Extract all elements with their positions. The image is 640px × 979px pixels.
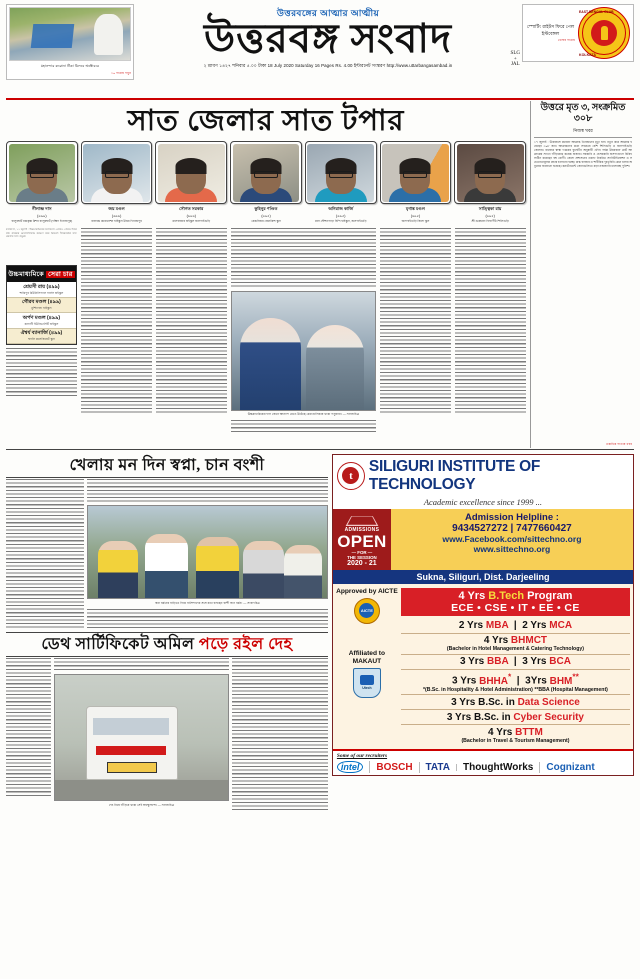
affiliated-to-label: Affiliated to MAKAUT [348, 649, 386, 665]
body-text-block [6, 479, 84, 629]
course-row [401, 655, 630, 670]
sports-headline: খেলায় মন দিন স্বপ্না, চান বংশী [69, 456, 265, 474]
aicte-logo-text: AICTE [359, 603, 374, 618]
topper-marks: (৬৯৫) [485, 214, 495, 219]
ambulance-photo-caption: দেহ নিয়ে দাঁড়িয়ে থাকা সেই অ্যাম্বুল্যান্স। — সংবাদচিত্র [108, 803, 175, 808]
facebook-link[interactable]: www.Facebook.com/sittechno.org [442, 533, 582, 544]
edition-line-2: + [513, 56, 517, 62]
ad-helpline-band [333, 509, 633, 570]
course-main: 3 Yrs BHHA* | 3Yrs BHM** [452, 671, 579, 687]
right-column [530, 101, 632, 448]
helpline-label: Admission Helpline : [464, 511, 559, 523]
course-main: 4 Yrs BHMCT [483, 635, 548, 647]
best-four-name: অর্পণ মণ্ডল (৪৯৯) [22, 314, 61, 321]
topper-marks: (৬৯৫) [410, 214, 421, 219]
course-row [401, 670, 630, 695]
lead-photo-caption: উচ্চমাধ্যমিকের ফল জেনে আনন্দে মেতে উঠেছে মেধাতালিকায় থাকা পড়ুয়ারা। — সংবাদচিত্র [247, 412, 360, 417]
ad-header [333, 455, 633, 497]
topper-school: মাল স্টেশনপাড়া হিন্দি হাইস্কুল, জলপাইগুড়ি [314, 219, 367, 224]
sit-logo-icon [337, 462, 365, 490]
makaut-logo-icon [353, 668, 381, 698]
sports-photo-caption: স্বপ্না বর্মনের বাড়িতে গিয়ে বাসিন্দাদের সঙ্গে কথা বলছেন বংশী বদন বর্মন। — সংবাদচিত্র [155, 600, 260, 605]
graduation-cap-icon [349, 514, 375, 526]
masthead-center [138, 4, 518, 70]
topper-marks: (৬৯৯) [37, 214, 47, 219]
body-text-block [54, 658, 229, 672]
topper-name: সৌগত সরকার [179, 206, 204, 212]
edition-line-3: JAL [510, 62, 520, 68]
topper-card[interactable] [305, 141, 377, 224]
right-teaser-text: স্পোর্টিং রাইটস ফিরে পেল ইস্টবেঙ্গল [526, 23, 575, 36]
topper-photo [382, 144, 449, 202]
body-text-block [6, 658, 51, 798]
masthead-tagline: উত্তরবঙ্গের আত্মার আত্মীয় [276, 8, 380, 18]
topper-photo [9, 144, 76, 202]
btech-name: B.Tech [488, 589, 525, 602]
body-text-block [87, 479, 328, 503]
session-label: THE SESSION [347, 554, 377, 560]
ad-institute-name: SILIGURI INSTITUTE OF TECHNOLOGY [368, 457, 540, 493]
best-four-name: শ্রেয়সী রায় (৪৯৯) [23, 283, 60, 290]
death-headline-red: পড়ে রইল দেহ [198, 635, 293, 653]
right-teaser-page-ref: খেলার পাতায় [557, 37, 575, 42]
lead-photo [231, 291, 377, 411]
teaser-caption: মহানন্দার করোনা টিকা মিলবে অক্টোবরে [40, 64, 100, 68]
topper-card[interactable] [6, 141, 78, 224]
btech-branches: ECE • CSE • IT • EE • CE [451, 601, 580, 614]
body-text-block [380, 228, 451, 414]
course-sub: (Bachelor in Hotel Management & Catering Technology) [446, 646, 584, 653]
covid-end-note: একাধিক পাতায় খবর [605, 441, 632, 446]
death-headline-black: ডেথ সার্টিফিকেট অমিল [41, 635, 195, 653]
course-row [401, 695, 630, 710]
sit-logo-letter: t [342, 467, 359, 484]
best-four-school: শান্তিপুর মিউনিসিপ্যাল গার্লস হাইস্কুল [19, 290, 64, 295]
article-column-with-photo [231, 228, 377, 434]
lead-dateline-text: কলকাতা, ১৭ জুলাই : উচ্চমাধ্যমিকের ফলাফলে এবারও এগিয়ে উত্তরবঙ্গ। রাজ্যের মেধাতালিকায় জায়গা করে নিয়েছে উত্তরবঙ্গের সাত জেলার সাত পড়ুয়া। [6, 228, 77, 239]
eb-logo-top-text: EAST BENGAL CLUB [579, 9, 614, 14]
makaut-logo-text: Utech [362, 686, 372, 691]
ambulance-photo [54, 674, 229, 801]
course-main: 2 Yrs MBA | 2 Yrs MCA [458, 620, 573, 632]
article-column [156, 228, 227, 434]
body-text-block [231, 228, 377, 288]
masthead-left-teaser[interactable] [6, 4, 134, 80]
article-column [455, 228, 526, 434]
website-link[interactable]: www.sittechno.org [473, 543, 551, 554]
masthead-right-teaser[interactable] [522, 4, 634, 62]
section-divider [6, 449, 634, 450]
teaser-page-ref: ১০ পাতায় পড়ুন [111, 71, 131, 75]
page-body [6, 101, 634, 448]
tata-logo-icon: TATA [426, 764, 457, 771]
covid-headline: উত্তরে মৃত ৩, সংক্রমিত ৩০৮ [540, 103, 626, 125]
best-four-title-part2: সেরা চার [48, 271, 73, 279]
topper-marks: (৬৯৬) [111, 214, 122, 219]
topper-card[interactable] [81, 141, 153, 224]
btech-program-word: Program [524, 589, 573, 602]
topper-name: অনিরাজ কার্জি [328, 206, 354, 212]
course-row [401, 710, 630, 725]
best-four-name: ঐশ্বর্য ব্যানার্জি (৪৯৯) [20, 330, 63, 337]
admissions-open-badge [333, 509, 391, 570]
toppers-row [6, 141, 526, 224]
best-four-item [7, 282, 76, 298]
topper-photo [158, 144, 225, 202]
body-text-block [87, 609, 328, 629]
open-label: OPEN [337, 531, 387, 551]
best-four-title [7, 266, 76, 282]
topper-card[interactable] [230, 141, 302, 224]
topper-name: মৃগাঙ্ক মণ্ডল [405, 206, 425, 212]
admissions-label: ADMISSIONS [344, 526, 380, 533]
thoughtworks-logo-icon: ThoughtWorks [463, 762, 540, 773]
advertisement[interactable] [332, 454, 634, 810]
course-row [401, 634, 630, 655]
course-list [401, 588, 630, 745]
topper-marks: (৬৯৫) [336, 214, 346, 219]
best-four-name: গৌরব মণ্ডল (৪৯৯) [22, 299, 61, 306]
body-text-block [455, 228, 526, 414]
masthead-divider [6, 98, 634, 100]
ad-address: Sukna, Siliguri, Dist. Darjeeling [333, 570, 633, 584]
topper-name: নীলাব্জ দাস [32, 206, 52, 212]
best-four-title-part1: উচ্চমাধ্যমিকে [8, 271, 44, 279]
topper-card[interactable] [380, 141, 452, 224]
best-four-item [7, 329, 76, 345]
topper-school: শ্রী গুরুচরণ বিদ্যাপীঠ শিলিগুড়ি [471, 219, 509, 224]
topper-school: বালুরঘাট রামকৃষ্ণ মিশন বালুরঘাট (দক্ষিণ দিনাজপুর) [11, 219, 73, 224]
ad-recruiters [333, 749, 633, 775]
newspaper-title: উত্তরবঙ্গ সংবাদ [203, 16, 453, 61]
ad-accreditations [336, 588, 398, 745]
article-column [81, 228, 152, 434]
lower-left-column [6, 454, 328, 810]
masthead [6, 4, 634, 96]
best-four-school: কল্যাণী ইউনিভার্সিটি হাইস্কুল [24, 321, 59, 326]
ad-course-section [333, 584, 633, 749]
btech-duration: 4 Yrs [458, 589, 489, 602]
topper-name: সাত্ত্বিকা রায় [478, 206, 502, 212]
body-text-block [6, 348, 77, 396]
east-bengal-club-logo-icon [578, 7, 630, 59]
course-main: 3 Yrs B.Sc. in Cyber Security [446, 711, 584, 723]
death-certificate-headline [6, 635, 328, 654]
approved-by-label: Approved by AICTE [336, 587, 398, 595]
course-row [401, 725, 630, 745]
topper-card[interactable] [155, 141, 227, 224]
recruiters-label: Some of our recruiters [336, 753, 388, 760]
teaser-photo [9, 7, 131, 61]
topper-photo [307, 144, 374, 202]
topper-photo [83, 144, 150, 202]
topper-marks: (৬৯৫) [261, 214, 271, 219]
eb-logo-bottom-text: KOLKATA [579, 52, 597, 57]
btech-title [401, 590, 630, 602]
best-four-item [7, 313, 76, 329]
session-years: 2020 - 21 [347, 559, 377, 567]
btech-banner [401, 588, 630, 616]
body-text-block [231, 420, 377, 434]
article-column [6, 228, 77, 434]
for-label: — FOR — [351, 549, 373, 555]
best-four-school: মুর্শিদাবাদ হাইস্কুল [31, 306, 52, 311]
bosch-logo-icon: BOSCH [376, 762, 419, 773]
aicte-logo-icon [354, 598, 380, 624]
masthead-dateline: ২ শ্রাবণ ১৪২৭ শনিবার ৫.০০ টাকা 18 July 2020 Saturday 16 Pages Rs. 4.00 ইন্টারনেট সংস্করণ http://www.uttarbangasambad.in [203, 62, 453, 68]
topper-marks: (৬৯৬) [186, 214, 196, 219]
intel-logo-text: intel [337, 761, 364, 773]
body-text-block [156, 228, 227, 414]
best-four-item [7, 298, 76, 314]
topper-name: জয় মণ্ডল [108, 206, 125, 212]
edition-line-1: SLG [510, 51, 520, 57]
best-four-school: হুগলি কলেজিয়েট স্কুল [28, 337, 55, 342]
topper-school: কোচবিহার জেনকিন্স স্কুল [251, 219, 281, 224]
topper-name: কুহিনুর পণ্ডিত [254, 206, 278, 212]
helpline-box [391, 509, 633, 570]
intel-logo-icon [337, 761, 371, 773]
body-text-block [81, 228, 152, 414]
topper-school: জলপাইগুড়ি জিলা স্কুল [401, 219, 430, 224]
helpline-phones[interactable]: 9434527272 | 7477660427 [452, 522, 572, 534]
article-column [380, 228, 451, 434]
course-row [401, 619, 630, 634]
body-text-block [232, 658, 328, 810]
covid-byline: নিজস্ব খবর [534, 128, 632, 138]
topper-photo [233, 144, 300, 202]
lead-headline: সাত জেলার সাত টপার [127, 105, 405, 137]
covid-body-text: ১৭ জুলাই : উত্তরবঙ্গে করোনা আক্রান্ত তিনজনের মৃত্যু হল। নতুন করে আক্রান্ত হয়েছেন ৩০৮ জন। আক্রান্তদের মধ্যে সবচেয়ে বেশি শিলিগুড়ি ও জলপাইগুড়ি জেলায়। রাজ্যের স্বাস্থ্য দপ্তরের বুলেটিন অনুযায়ী এদিন পর্যন্ত উত্তরবঙ্গে মোট আক্রান্তের সংখ্যা দাঁড়িয়েছে কয়েক হাজার। সরকারি ও বেসরকারি হাসপাতালে চিকিৎসাধীন রয়েছেন বহু রোগী। জেলা প্রশাসনের তরফে নিয়মিত স্যানিটাইজেশন ও সচেতনতামূলক প্রচার চালানো হচ্ছে। মাস্ক ব্যবহার ও শারীরিক দূরত্ববিধি মেনে চলার অনুরোধ জানানো হয়েছে। কনটেনমেন্ট জোনগুলিতে কড়া নজরদারি চালাচ্ছে পুলিশ। [534, 139, 632, 168]
course-sub: *(B.Sc. in Hospitality & Hotel Administration) **BBA (Hospital Management) [422, 686, 608, 693]
topper-school: মালবাজার হাইস্কুল জলপাইগুড়ি [172, 219, 211, 224]
course-main: 4 Yrs BTTM [488, 726, 543, 738]
course-main: 3 Yrs B.Sc. in Data Science [451, 696, 580, 708]
lead-article-columns [6, 228, 526, 434]
topper-photo [457, 144, 524, 202]
main-column [6, 101, 526, 448]
edition-marker [511, 51, 520, 68]
ad-tagline: Academic excellence since 1999 ... [333, 497, 633, 509]
sports-photo [87, 505, 328, 599]
course-main: 3 Yrs BBA | 3 Yrs BCA [459, 656, 571, 668]
best-four-box [6, 265, 77, 345]
topper-school: রায়গঞ্জ করোনেশন হাইস্কুল উত্তর দিনাজপুর [91, 219, 142, 224]
topper-card[interactable] [454, 141, 526, 224]
course-sub: (Bachelor in Travel & Tourism Management) [461, 737, 570, 744]
lower-section [6, 454, 634, 810]
cognizant-logo-icon: Cognizant [546, 761, 595, 773]
